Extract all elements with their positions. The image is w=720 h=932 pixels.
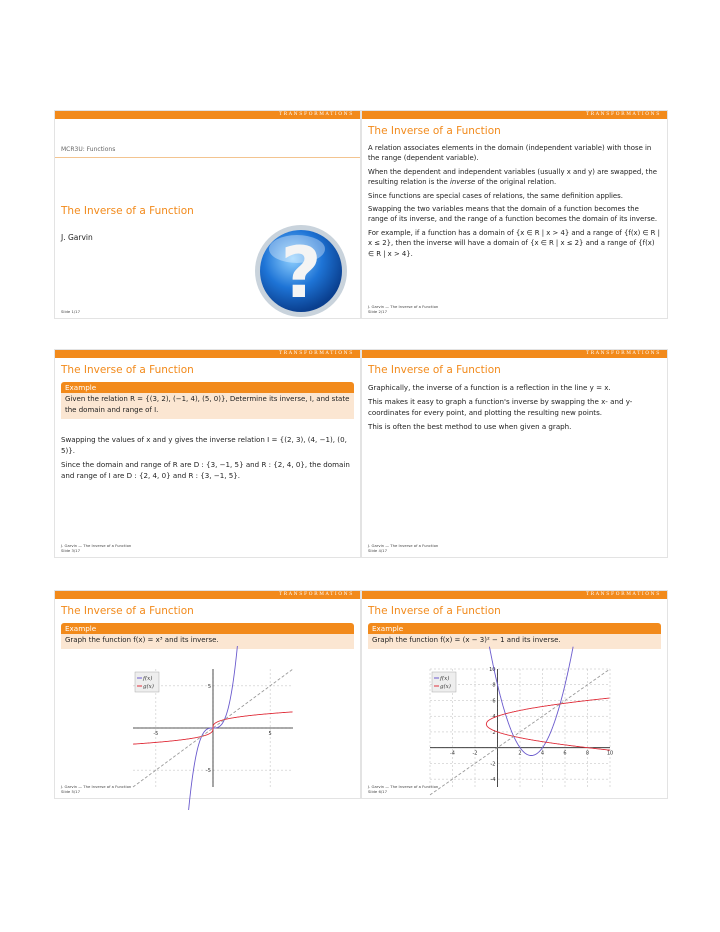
paragraph: Swapping the values of x and y gives the inverse relation I = {(2, 3), (4, −1), (0, 5)}. <box>61 435 347 455</box>
paragraph: Since functions are special cases of relations, the same definition applies. <box>368 191 623 200</box>
example-text: Given the relation R = {(3, 2), (−1, 4), (5, 0)}, Determine its inverse, I, and state the domain and range of I. <box>61 393 354 419</box>
slide-2 <box>361 110 668 319</box>
x-tick-label: 10 <box>606 750 614 757</box>
slide-title: The Inverse of a Function <box>61 364 194 376</box>
paragraph: Swapping the two variables means that the domain of a function becomes the range of its inverse, and the range of a function becomes the domain of its inverse. <box>368 205 658 224</box>
legend-entry: g(x) <box>143 684 154 690</box>
slide-footer: J. Garvin — The Inverse of a Function Slide 6/17 <box>368 784 439 794</box>
slide-header-bar <box>55 350 360 358</box>
slide-3 <box>54 349 361 558</box>
x-tick-label: 5 <box>268 731 272 737</box>
legend-entry: g(x) <box>440 684 451 690</box>
y-tick-label: 6 <box>492 698 496 705</box>
course-rule <box>55 157 360 158</box>
header-label: TRANSFORMATIONS <box>586 112 661 117</box>
y-tick-label: -5 <box>206 768 211 775</box>
legend-entry: f(x) <box>143 676 153 682</box>
graph-cubic <box>133 669 293 787</box>
slide-header-bar <box>55 591 360 599</box>
example-label: Example <box>368 623 661 634</box>
slide-number: Slide 1/17 <box>61 309 80 314</box>
title-slide-heading: The Inverse of a Function <box>61 205 194 217</box>
x-tick-label: 2 <box>518 750 522 757</box>
x-tick-label: 6 <box>563 750 567 757</box>
example-text: Graph the function f(x) = (x − 3)² − 1 and its inverse. <box>368 634 661 649</box>
slide-4 <box>361 349 668 558</box>
example-block <box>368 623 661 649</box>
slide-header-bar <box>55 111 360 119</box>
slide-header-bar <box>362 111 667 119</box>
slide-footer: J. Garvin — The Inverse of a Function Slide 3/17 <box>61 543 132 553</box>
slide-footer: J. Garvin — The Inverse of a Function Slide 2/17 <box>368 304 439 314</box>
y-tick-label: 4 <box>492 714 496 721</box>
paragraph: Since the domain and range of R are D : {3, −1, 5} and R : {2, 4, 0}, the domain and range of I are D : {2, 4, 0} and R : {3, −1, 5}. <box>61 460 350 480</box>
svg-text:?: ? <box>280 232 322 314</box>
paragraph: A relation associates elements in the domain (independent variable) with those in the range (dependent variable). <box>368 144 652 163</box>
x-tick-label: -5 <box>153 731 159 737</box>
slide-footer: J. Garvin — The Inverse of a Function Slide 5/17 <box>61 784 132 794</box>
example-block <box>61 623 354 649</box>
header-label: TRANSFORMATIONS <box>279 112 354 117</box>
slide-body <box>368 382 661 435</box>
slide-5 <box>54 590 361 799</box>
legend-entry: f(x) <box>440 676 450 682</box>
y-tick-label: -4 <box>490 777 496 784</box>
x-tick-label: -2 <box>472 750 478 757</box>
y-tick-label: 8 <box>492 682 496 689</box>
slide-footer: J. Garvin — The Inverse of a Function Slide 4/17 <box>368 543 439 553</box>
slide-title: The Inverse of a Function <box>368 364 501 376</box>
header-label: TRANSFORMATIONS <box>586 592 661 597</box>
example-text: Graph the function f(x) = x³ and its inverse. <box>61 634 354 649</box>
graph-quadratic <box>430 667 614 787</box>
header-label: TRANSFORMATIONS <box>279 592 354 597</box>
x-tick-label: 4 <box>540 750 545 757</box>
y-tick-label: 5 <box>207 683 211 690</box>
author-name: J. Garvin <box>61 233 93 242</box>
course-label: MCR3U: Functions <box>61 146 116 153</box>
paragraph: This makes it easy to graph a function's inverse by swapping the x- and y-coordinates for every point, and plotting the resulting new points. <box>368 397 633 417</box>
slide-header-bar <box>362 591 667 599</box>
paragraph: When the dependent and independent variables (usually x and y) are swapped, the resulting relation is the inverse of the original relation. <box>368 167 657 187</box>
header-label: TRANSFORMATIONS <box>279 351 354 356</box>
question-icon <box>251 219 347 319</box>
y-tick-label: 2 <box>492 729 496 736</box>
slide-1 <box>54 110 361 319</box>
slide-body <box>61 434 354 484</box>
slide-body <box>368 143 661 262</box>
series-fx <box>489 647 573 756</box>
slide-header-bar <box>362 350 667 358</box>
paragraph: For example, if a function has a domain of {x ∈ R | x > 4} and a range of {f(x) ∈ R | x ≤ 2}, then the inverse will have a domain of {x ∈ R | x ≤ 2} and a range of {f(x) ∈ R | x > 4}. <box>368 228 660 258</box>
header-label: TRANSFORMATIONS <box>586 351 661 356</box>
example-label: Example <box>61 623 354 634</box>
paragraph: Graphically, the inverse of a function is a reflection in the line y = x. <box>368 383 611 392</box>
x-tick-label: -4 <box>450 750 455 757</box>
y-tick-label: -2 <box>490 761 496 768</box>
slide-6 <box>361 590 668 799</box>
x-tick-label: 8 <box>585 750 590 757</box>
example-block <box>61 382 354 419</box>
slide-title: The Inverse of a Function <box>368 125 501 137</box>
paragraph: This is often the best method to use when given a graph. <box>368 422 572 431</box>
y-tick-label: 10 <box>489 667 496 673</box>
slide-title: The Inverse of a Function <box>368 605 501 617</box>
example-label: Example <box>61 382 354 393</box>
slide-title: The Inverse of a Function <box>61 605 194 617</box>
